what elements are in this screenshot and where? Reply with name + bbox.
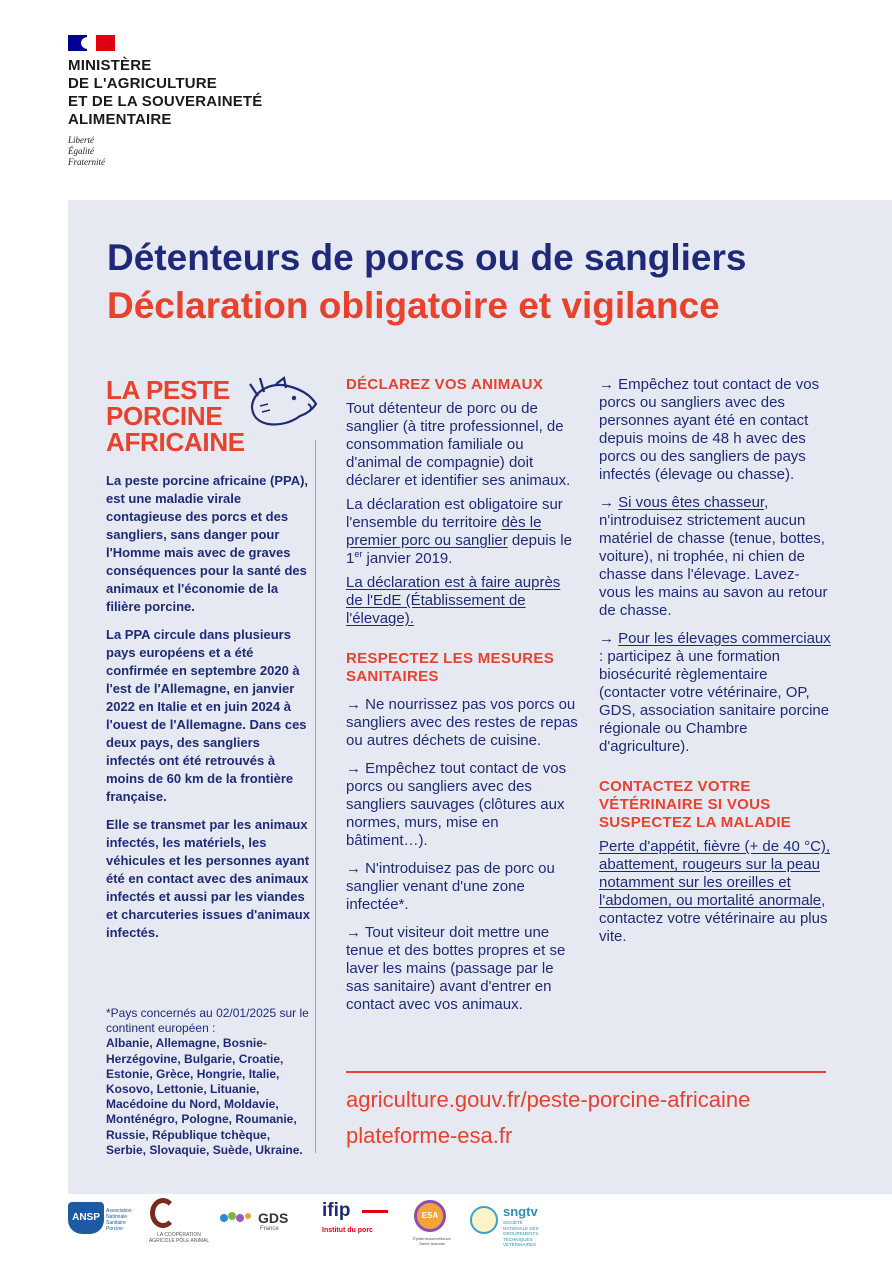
ifip-name: ifip (322, 1200, 351, 1221)
coop-text: LA COOPÉRATION AGRICOLE PÔLE ANIMAL (148, 1232, 210, 1244)
hunter-underlined: Si vous êtes chasseur (618, 494, 765, 511)
ede-declaration-note: La déclaration est à faire auprès de l'EdE (Établissement de l'élevage). (346, 574, 561, 627)
superscript: er (354, 549, 363, 559)
ifip-logo (322, 1200, 392, 1244)
commercial-advice (599, 630, 831, 756)
ppa-paragraph: La peste porcine africaine (PPA), est une maladie virale contagieuse des porcs et des sangliers, sans danger pour l'Homme mais avec de graves conséquences pour la santé des animaux et l'économie de la filière porcine. (106, 473, 309, 614)
footnote-intro: *Pays concernés au 02/01/2025 sur le continent européen : (106, 1006, 309, 1036)
ansp-text: Association Nationale Sanitaire Porcine (106, 1208, 132, 1232)
sngtv-name: sngtv (503, 1204, 538, 1219)
ppa-paragraph: La PPA circule dans plusieurs pays européens et a été confirmée en septembre 2020 à l'est de l'Allemagne, en janvier 2022 en Italie et en juin 2024 à l'ouest de l'Allemagne. Dans ces deux pays, des sangliers infectés ont été retrouvés à moins de 60 km de la frontière française. (106, 627, 307, 804)
ansp-shield: ANSP (68, 1202, 104, 1234)
gds-france-logo (218, 1208, 298, 1238)
cooperation-agricole-logo (146, 1198, 212, 1244)
partner-logos (68, 1198, 892, 1246)
measure-item: → Tout visiteur doit mettre une tenue et des bottes propres et se laver les mains (passage par le sas sanitaire) avant d'entrer en contact avec vos animaux. (346, 924, 566, 1013)
commercial-underlined: Pour les élevages commerciaux (618, 630, 831, 647)
commercial-text: : participez à une formation biosécurité règlementaire (contacter votre vétérinaire, OP, GDS, association sanitaire porcine régionale ou Chambre d'agriculture). (599, 648, 830, 755)
ppa-description (106, 472, 311, 952)
agriculture-link[interactable]: agriculture.gouv.fr/peste-porcine-africaine (346, 1087, 751, 1112)
ministry-line: ALIMENTAIRE (68, 111, 172, 128)
republic-motto (68, 135, 105, 168)
hunter-text: , n'introduisez strictement aucun matériel de chasse (tenue, bottes, voiture), ni trophée, ni chien de chasse dans l'élevage. Lavez-vous les mains au savon au retour de chasse. (599, 494, 828, 619)
esa-logo (412, 1198, 452, 1244)
pig-boar-icon (246, 376, 320, 432)
declare-text: depuis le 1 (346, 532, 572, 567)
esa-abbr: ESA (414, 1200, 446, 1232)
symptoms-paragraph (599, 838, 831, 946)
ansp-logo (68, 1200, 138, 1240)
declare-text: La déclaration est obligatoire sur l'ensemble du territoire (346, 496, 563, 531)
footnote-countries: Albanie, Allemagne, Bosnie-Herzégovine, Bulgarie, Croatie, Estonie, Grèce, Hongrie, Italie, Kosovo, Lettonie, Lituanie, Macédoine du Nord, Moldavie, Monténégro, Pologne, Roumanie, Russie, République tchèque, Serbie, Slovaquie, Suède, Ukraine. (106, 1036, 303, 1157)
arrow: → (599, 494, 614, 511)
measure-item: → Ne nourrissez pas vos porcs ou sangliers avec des restes de repas ou autres déchets de cuisine. (346, 696, 578, 749)
sngtv-sub: SOCIÉTÉ NATIONALE DES GROUPEMENTS TECHNIQUES VÉTÉRINAIRES (503, 1220, 539, 1247)
measure-item: → Empêchez tout contact de vos porcs ou sangliers avec des sangliers sauvages (clôtures aux normes, murs, mise en bâtiment…). (346, 760, 567, 849)
ministry-line: DE L'AGRICULTURE (68, 75, 217, 92)
gds-sub: France (260, 1226, 279, 1232)
ppa-paragraph: Elle se transmet par les animaux infectés, les matériels, les véhicules et les personnes ayant été en contact avec des animaux infectés et aussi par les viandes et charcuteries issues d'animaux infectés. (106, 817, 310, 940)
measure-item: → N'introduisez pas de porc ou sanglier venant d'une zone infectée*. (346, 860, 555, 913)
motto-line: Fraternité (68, 157, 105, 167)
page-subtitle: Déclaration obligatoire et vigilance (107, 285, 720, 326)
ppa-heading (106, 377, 245, 455)
ministry-line: MINISTÈRE (68, 57, 152, 74)
arrow: → (599, 630, 614, 647)
gds-name: GDS (258, 1210, 289, 1226)
sngtv-logo (470, 1204, 550, 1247)
declare-paragraph: Tout détenteur de porc ou de sanglier (à titre professionnel, de consommation familiale ou d'animal de compagnie) doit déclarer et identifier ses animaux. (346, 400, 571, 489)
hunter-advice (599, 494, 831, 620)
ppa-heading-line: LA PESTE (106, 375, 230, 405)
symptoms-underlined: Perte d'appétit, fièvre (+ de 40 °C), abattement, rougeurs sur la peau notamment sur les oreilles et l'abdomen, ou mortalité anormale (599, 838, 831, 909)
gds-swoosh-icon (218, 1210, 254, 1224)
declare-obligation (346, 496, 578, 568)
countries-footnote (106, 1006, 311, 1158)
measures-heading: RESPECTEZ LES MESURES SANITAIRES (346, 650, 555, 685)
column-divider (315, 440, 316, 1153)
ministry-line: ET DE LA SOUVERAINETÉ (68, 93, 263, 110)
ministry-name (68, 57, 263, 129)
declare-heading: DÉCLAREZ VOS ANIMAUX (346, 376, 544, 393)
symptoms-text: , contactez votre vétérinaire au plus vite. (599, 892, 828, 945)
sngtv-emblem-icon (470, 1206, 498, 1234)
motto-line: Égalité (68, 146, 94, 156)
ifip-sub: Institut du porc (322, 1227, 373, 1234)
links-divider (346, 1071, 826, 1073)
ppa-heading-line: PORCINE (106, 401, 223, 431)
esa-sub: Épidémiosurveillance Santé Animale (413, 1236, 451, 1246)
republic-flag-logo (68, 35, 115, 51)
declare-text: janvier 2019. (366, 550, 453, 567)
right-column (599, 376, 831, 952)
esa-platform-link[interactable]: plateforme-esa.fr (346, 1123, 513, 1148)
motto-line: Liberté (68, 135, 94, 145)
ppa-heading-line: AFRICAINE (106, 427, 245, 457)
contact-prevention: → Empêchez tout contact de vos porcs ou sangliers avec des personnes ayant été en contact depuis moins de 48 h avec des porcs ou des sangliers de pays infectés (élevage ou chasse). (599, 376, 820, 483)
contact-vet-heading: CONTACTEZ VOTRE VÉTÉRINAIRE SI VOUS SUSPECTEZ LA MALADIE (599, 778, 792, 831)
middle-column (346, 376, 578, 1020)
first-pig-underlined: dès le premier porc ou sanglier (346, 514, 542, 549)
page-title: Détenteurs de porcs ou de sangliers (107, 237, 747, 278)
